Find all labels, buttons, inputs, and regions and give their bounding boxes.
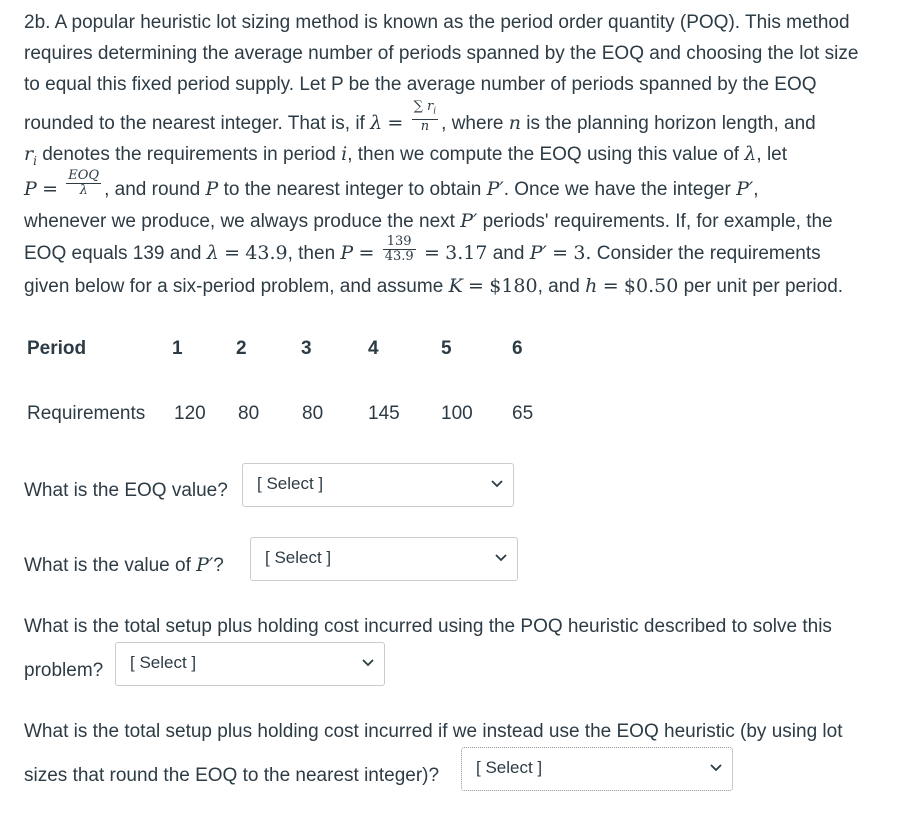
text: periods' requirements. If, for example, the [482, 211, 833, 232]
text: to the nearest integer to obtain [223, 179, 482, 200]
text: ? [213, 555, 224, 576]
p-prime-select[interactable] [250, 537, 518, 581]
text: per unit per period. [683, 276, 844, 297]
P-prime-variable: P′ [486, 178, 504, 200]
lambda-symbol: λ [370, 112, 383, 134]
P-variable: P [24, 178, 37, 200]
requirements-header: Requirements [27, 403, 146, 424]
text: , then [287, 243, 336, 264]
i-variable: i [341, 143, 348, 165]
P-variable: P [205, 178, 219, 200]
P-prime-variable: P′ [196, 554, 214, 576]
problem-line-2: requires determining the average number of periods spanned by the EOQ and choosing the lot size [24, 43, 859, 64]
text: , where [441, 113, 504, 134]
select-placeholder: [ Select ] [130, 653, 197, 672]
text: . Once we have the integer [503, 179, 731, 200]
lambda-symbol: λ [744, 143, 757, 165]
requirement-2: 80 [238, 403, 260, 424]
equals-sign: = [423, 242, 440, 264]
P-prime-variable: P′ [529, 242, 547, 264]
problem-line-8 [24, 234, 821, 268]
value-3: 3. [573, 242, 592, 264]
select-placeholder: [ Select ] [265, 548, 332, 567]
text: given below for a six-period problem, and assume [24, 276, 444, 297]
problem-line-1: 2b. A popular heuristic lot sizing method is known as the period order quantity (POQ). This method [24, 12, 850, 33]
equals-sign: = [552, 242, 569, 264]
period-3: 3 [301, 338, 312, 359]
value-K: $180 [489, 275, 538, 297]
equals-sign: = [387, 112, 404, 134]
equals-sign: = [602, 275, 619, 297]
text: and [492, 243, 525, 264]
requirement-3: 80 [302, 403, 324, 424]
eoq-select[interactable] [242, 463, 514, 507]
text: , let [756, 144, 788, 165]
problem-line-4 [24, 99, 816, 138]
text: EOQ equals 139 and [24, 243, 202, 264]
requirement-6: 65 [512, 403, 534, 424]
period-6: 6 [512, 338, 523, 359]
P-fraction [66, 169, 101, 198]
h-variable: h [585, 275, 598, 297]
question-eoq: What is the EOQ value? [24, 480, 228, 501]
equals-sign: = [42, 178, 58, 200]
value-43-9: 43.9 [245, 242, 288, 264]
poq-cost-select[interactable] [115, 642, 385, 686]
chevron-down-icon [362, 659, 374, 667]
lambda-fraction [412, 100, 439, 134]
text: , then we compute the EOQ using this value of [347, 144, 740, 165]
eoq-cost-select[interactable] [461, 747, 733, 791]
equals-sign: = [224, 242, 240, 264]
problem-line-6 [24, 168, 759, 204]
question-poq-cost-2: problem? [24, 660, 104, 681]
eoq-numerator: EOQ [68, 168, 100, 184]
P-variable: P [340, 242, 354, 264]
text: is the planning horizon length, and [526, 113, 816, 134]
lambda-symbol: λ [206, 242, 219, 264]
text: , and [537, 276, 580, 297]
P-prime-variable: P′ [736, 178, 754, 200]
problem-line-7 [24, 206, 833, 236]
text: , and round [104, 179, 201, 200]
fraction-numerator: 139 [383, 235, 416, 250]
r-variable: $r_i$ [24, 143, 37, 168]
problem-line-3: to equal this fixed period supply. Let P be the average number of periods spanned by the EOQ [24, 74, 817, 95]
value-3-17: 3.17 [445, 242, 488, 264]
problem-line-9 [24, 271, 843, 301]
requirement-5: 100 [441, 403, 473, 424]
sum-denominator: n [420, 118, 430, 134]
requirement-1: 120 [174, 403, 206, 424]
period-header: Period [27, 338, 87, 359]
question-eoq-cost: What is the total setup plus holding cost incurred if we instead use the EOQ heuristic (by using lot [24, 721, 843, 742]
text: What is the value of [24, 555, 191, 576]
question-eoq-cost-2: sizes that round the EOQ to the nearest integer)? [24, 765, 440, 786]
text: Consider the requirements [596, 243, 821, 264]
question-poq-cost: What is the total setup plus holding cost incurred using the POQ heuristic described to solve this [24, 616, 832, 637]
select-placeholder: [ Select ] [257, 474, 324, 493]
text: rounded to the nearest integer. That is, if [24, 113, 365, 134]
K-variable: K [448, 275, 463, 297]
chevron-down-icon [495, 554, 507, 562]
select-placeholder: [ Select ] [476, 758, 543, 777]
period-4: 4 [368, 338, 379, 359]
problem-line-5 [24, 139, 787, 169]
period-1: 1 [172, 338, 183, 359]
chevron-down-icon [491, 480, 503, 488]
sum-numerator: ∑ $r_i$ [412, 100, 439, 120]
lambda-denominator: λ [79, 183, 88, 199]
n-variable: n [508, 112, 521, 134]
text: denotes the requirements in period [42, 144, 336, 165]
fraction-denominator: 43.9 [384, 249, 414, 265]
P-prime-variable: P′ [460, 210, 478, 232]
equals-sign: = [468, 275, 484, 297]
period-5: 5 [441, 338, 452, 359]
question-p-prime [24, 554, 224, 577]
equals-sign: = [358, 242, 375, 264]
example-fraction [383, 235, 416, 264]
text: , [753, 179, 759, 200]
text: whenever we produce, we always produce the next [24, 211, 455, 232]
period-2: 2 [236, 338, 247, 359]
chevron-down-icon [710, 764, 722, 772]
value-h: $0.50 [623, 275, 679, 297]
requirement-4: 145 [368, 403, 400, 424]
